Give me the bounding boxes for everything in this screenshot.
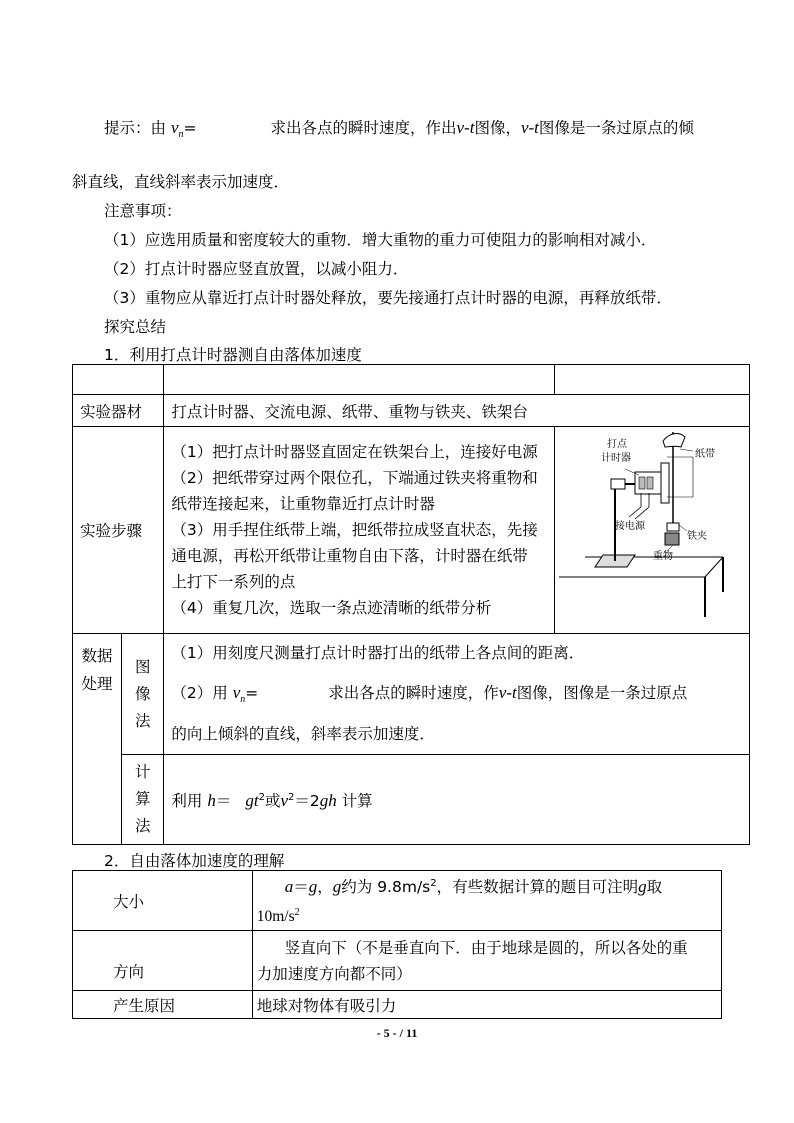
steps-label: 实验步骤 bbox=[73, 427, 164, 634]
step-line: （4）重复几次，选取一条点迹清晰的纸带分析 bbox=[171, 599, 492, 617]
size-mid: 约为 9.8m/s bbox=[341, 878, 431, 897]
power-wire bbox=[629, 493, 641, 517]
size-sup: 2 bbox=[430, 878, 437, 889]
step-line: （3）用手捏住纸带上端，把纸带拉成竖直状态，先接 bbox=[171, 521, 538, 539]
calc-sup2: 2 bbox=[288, 791, 295, 803]
calc-method-row bbox=[73, 755, 750, 845]
calc-h: h bbox=[207, 790, 216, 810]
header-cell-3 bbox=[554, 365, 749, 395]
equipment-value: 打点计时器、交流电源、纸带、重物与铁夹、铁架台 bbox=[164, 395, 750, 427]
apparatus-figure-cell bbox=[554, 427, 749, 634]
graph-tail: 图像，图像是一条过原点 bbox=[516, 684, 688, 702]
hint-eq: = bbox=[183, 119, 197, 137]
timer-part bbox=[647, 477, 653, 489]
header-cell-1 bbox=[73, 365, 164, 395]
note-item-3: （3）重物应从靠近打点计时器处释放，要先接通打点计时器的电源，再释放纸带． bbox=[104, 289, 672, 307]
direction-line-1: 竖直向下（不是垂直向下．由于地球是圆的，所以各处的重 bbox=[284, 938, 688, 957]
size-tail: ，有些数据计算的题目可注明 bbox=[436, 878, 639, 897]
size-content bbox=[252, 871, 721, 931]
size-g2: g bbox=[332, 877, 342, 897]
calc-v: v bbox=[280, 790, 289, 810]
size-a: a bbox=[284, 877, 294, 897]
iron-clip bbox=[667, 523, 679, 531]
acceleration-table bbox=[72, 870, 722, 1019]
label-timer-2: 计时器 bbox=[600, 453, 631, 464]
hand-icon bbox=[663, 434, 685, 447]
graph-after: 求出各点的瞬时速度，作 bbox=[328, 684, 499, 702]
data-label-2: 处理 bbox=[81, 675, 113, 693]
graph-line-3: 的向上倾斜的直线，斜率表示加速度． bbox=[171, 725, 435, 743]
size-line2-text: 10m/s bbox=[256, 908, 295, 926]
calc-eq2: ＝2 bbox=[294, 791, 320, 810]
timer-part bbox=[639, 477, 645, 489]
label-timer-1: 打点 bbox=[606, 439, 627, 450]
hint-line-1 bbox=[104, 116, 694, 140]
step-line: 纸带连接起来，让重物靠近打点计时器 bbox=[171, 495, 435, 513]
hint-line-2: 斜直线，直线斜率表示加速度． bbox=[72, 173, 290, 191]
size-comma: ， bbox=[317, 878, 333, 897]
graph-vt: v-t bbox=[498, 683, 517, 702]
size-g1: g bbox=[308, 877, 318, 897]
apparatus-diagram bbox=[555, 427, 749, 633]
hint-v: v bbox=[170, 118, 179, 137]
size-eq: ＝ bbox=[293, 878, 309, 897]
bench-edge bbox=[705, 557, 723, 577]
calc-or: 或 bbox=[264, 791, 281, 810]
label-tape: 纸带 bbox=[694, 449, 715, 460]
graph-method-row bbox=[73, 634, 750, 755]
step-line: 通电源，再松开纸带让重物自由下落，计时器在纸带 bbox=[171, 547, 528, 565]
data-processing-label bbox=[73, 634, 122, 845]
graph-line-2-prefix: （2）用 bbox=[171, 684, 233, 702]
note-item-2: （2）打点计时器应竖直放置，以减小阻力． bbox=[104, 260, 409, 278]
clamp bbox=[611, 479, 625, 489]
label-clip: 铁夹 bbox=[686, 531, 707, 542]
size-label: 大小 bbox=[73, 871, 253, 931]
cause-label: 产生原因 bbox=[73, 991, 253, 1019]
cause-row bbox=[73, 991, 722, 1019]
hint-sub: n bbox=[178, 129, 184, 141]
label-power: 接电源 bbox=[614, 521, 645, 532]
direction-label: 方向 bbox=[73, 931, 253, 991]
size-take: 取 bbox=[646, 878, 663, 897]
graph-line-2 bbox=[171, 668, 749, 718]
step-line: （2）把纸带穿过两个限位孔，下端通过铁夹将重物和 bbox=[171, 469, 538, 487]
notes-title: 注意事项： bbox=[104, 202, 182, 220]
direction-row bbox=[73, 931, 722, 991]
header-cell-2 bbox=[164, 365, 555, 395]
graph-v: v bbox=[232, 683, 241, 702]
graph-label-text: 图像法 bbox=[135, 657, 151, 730]
leader-line bbox=[680, 449, 693, 451]
calc-method-content bbox=[164, 755, 750, 845]
calc-suffix: 计算 bbox=[336, 791, 373, 810]
hint-vt1: v-t bbox=[456, 118, 475, 137]
power-wire bbox=[635, 493, 649, 519]
weight-block bbox=[665, 533, 679, 545]
graph-line-1: （1）用刻度尺测量打点计时器打出的纸带上各点间的距离． bbox=[171, 644, 585, 662]
size-sup2: 2 bbox=[294, 907, 300, 919]
size-line-2 bbox=[257, 900, 721, 930]
equipment-label: 实验器材 bbox=[73, 395, 164, 427]
hint-mid: 图像， bbox=[474, 119, 521, 137]
label-weight: 重物 bbox=[652, 551, 673, 562]
direction-content bbox=[252, 931, 721, 991]
hint-tail: 图像是一条过原点的倾 bbox=[538, 119, 694, 137]
equipment-row bbox=[73, 395, 750, 427]
calc-gt: gt bbox=[245, 790, 259, 810]
table-header-row bbox=[73, 365, 750, 395]
page-number: - 5 - / 11 bbox=[376, 1026, 418, 1040]
graph-eq: = bbox=[245, 684, 259, 702]
cause-value: 地球对物体有吸引力 bbox=[252, 991, 721, 1019]
graph-sub: n bbox=[240, 694, 246, 706]
section2-title: 2．自由落体加速度的理解 bbox=[104, 852, 285, 870]
graph-method-label bbox=[122, 634, 164, 755]
size-line-1 bbox=[257, 871, 721, 900]
note-item-1: （1）应选用质量和密度较大的重物．增大重物的重力可使阻力的影响相对减小． bbox=[104, 231, 657, 249]
calc-prefix: 利用 bbox=[171, 791, 208, 810]
graph-method-content bbox=[164, 634, 750, 755]
calc-gh: gh bbox=[319, 790, 337, 810]
hint-after: 求出各点的瞬时速度，作出 bbox=[270, 119, 457, 137]
size-g3: g bbox=[638, 877, 647, 897]
calc-eq1: ＝ bbox=[215, 791, 232, 810]
leader-line bbox=[679, 525, 687, 531]
step-line: 上打下一系列的点 bbox=[171, 573, 296, 591]
hint-vt2: v-t bbox=[520, 118, 539, 137]
size-row bbox=[73, 871, 722, 931]
summary-title: 探究总结 bbox=[104, 318, 167, 336]
steps-row bbox=[73, 427, 750, 634]
section1-title: 1．利用打点计时器测自由落体加速度 bbox=[104, 346, 362, 364]
calc-sup1: 2 bbox=[258, 791, 265, 803]
experiment-table bbox=[72, 364, 750, 845]
calc-label-text: 计算法 bbox=[135, 763, 151, 835]
calc-method-label bbox=[122, 755, 164, 845]
steps-content bbox=[164, 427, 555, 634]
step-line: （1）把打点计时器竖直固定在铁架台上，连接好电源 bbox=[171, 443, 538, 461]
hint-prefix: 提示：由 bbox=[104, 119, 171, 137]
direction-line-2: 力加速度方向都不同） bbox=[256, 964, 412, 983]
data-label-1: 数据 bbox=[81, 647, 113, 665]
